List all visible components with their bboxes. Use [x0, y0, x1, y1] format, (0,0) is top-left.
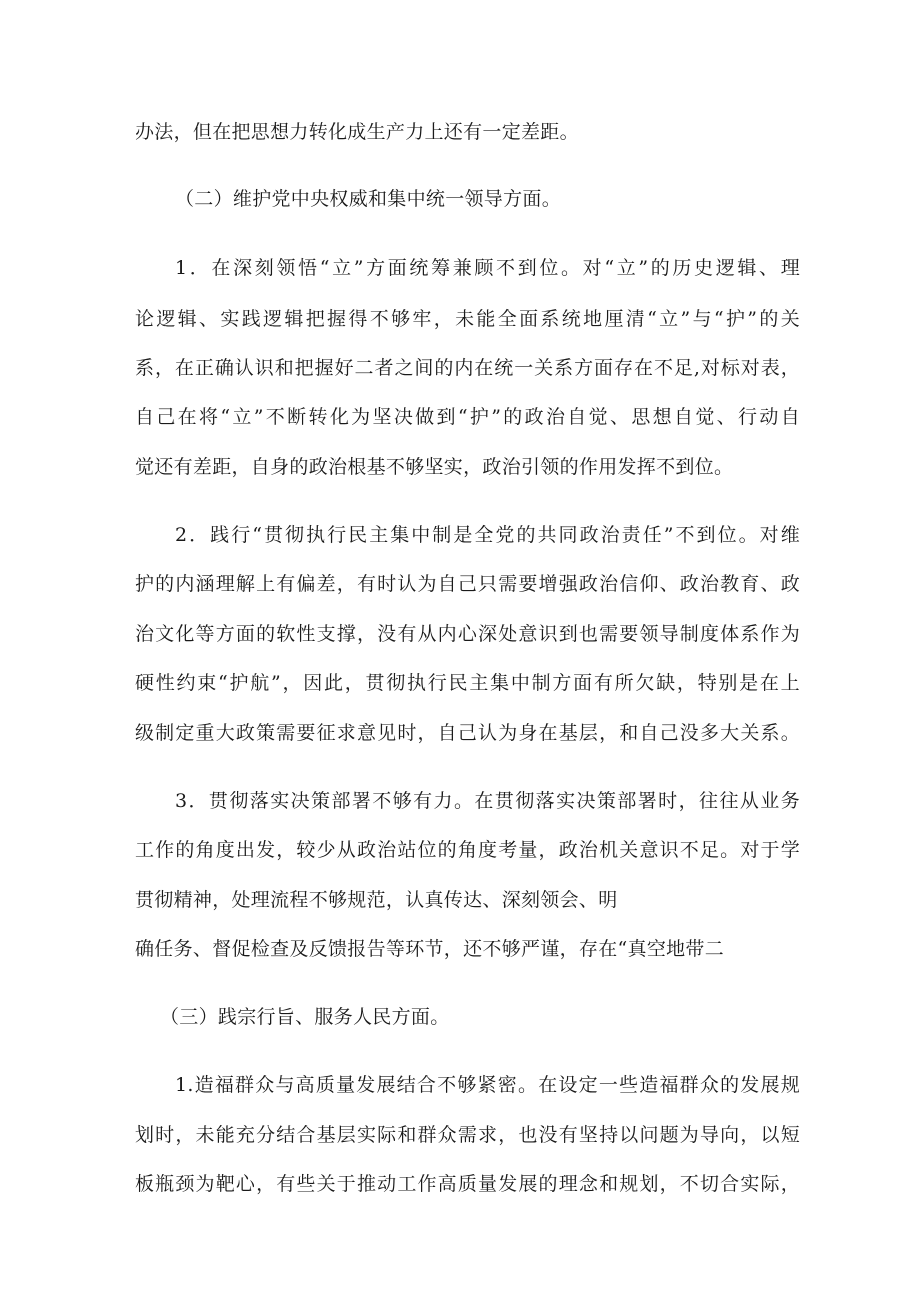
text-line: 办法，但在把思想力转化成生产力上还有一定差距。: [135, 121, 579, 143]
text-line: 护的内涵理解上有偏差，有时认为自己只需要增强政治信仰、政治教育、政: [135, 573, 800, 595]
text-line: 划时，未能充分结合基层实际和群众需求，也没有坚持以问题为导向，以短: [135, 1124, 800, 1146]
text-line: 板瓶颈为靶心，有些关于推动工作高质量发展的理念和规划，不切合实际，: [135, 1173, 800, 1195]
section-heading: （三）践宗行旨、服务人民方面。: [160, 1006, 450, 1028]
text-line: 工作的角度出发，较少从政治站位的角度考量，政治机关意识不足。对于学: [135, 839, 800, 861]
text-line: 级制定重大政策需要征求意见时，自己认为身在基层，和自己没多大关系。: [135, 722, 800, 744]
text-line: 系，在正确认识和把握好二者之间的内在统一关系方面存在不足,对标对表，: [135, 357, 800, 379]
text-line: 3．贯彻落实决策部署不够有力。在贯彻落实决策部署时，往往从业务: [175, 790, 800, 812]
text-line: 确任务、督促检查及反馈报告等环节，还不够严谨，存在“真空地带二: [135, 938, 725, 960]
text-line: 论逻辑、实践逻辑把握得不够牢，未能全面系统地厘清“立”与“护”的关: [135, 308, 800, 330]
text-line: 1．在深刻领悟“立”方面统筹兼顾不到位。对“立”的历史逻辑、理: [175, 257, 800, 279]
text-line: 贯彻精神，处理流程不够规范，认真传达、深刻领会、明: [135, 889, 618, 911]
text-line: 硬性约束“护航”，因此，贯彻执行民主集中制方面有所欠缺，特别是在上: [135, 672, 800, 694]
text-line: 觉还有差距，自身的政治根基不够坚实，政治引领的作用发挥不到位。: [135, 456, 734, 478]
text-line: 1.造福群众与高质量发展结合不够紧密。在设定一些造福群众的发展规: [175, 1074, 800, 1096]
text-line: 自己在将“立”不断转化为坚决做到“护”的政治自觉、思想自觉、行动自: [135, 406, 800, 428]
section-heading: （二）维护党中央权威和集中统一领导方面。: [175, 188, 562, 210]
text-line: 治文化等方面的软性支撑，没有从内心深处意识到也需要领导制度体系作为: [135, 623, 800, 645]
text-line: 2．践行“贯彻执行民主集中制是全党的共同政治责任”不到位。对维: [175, 524, 800, 546]
